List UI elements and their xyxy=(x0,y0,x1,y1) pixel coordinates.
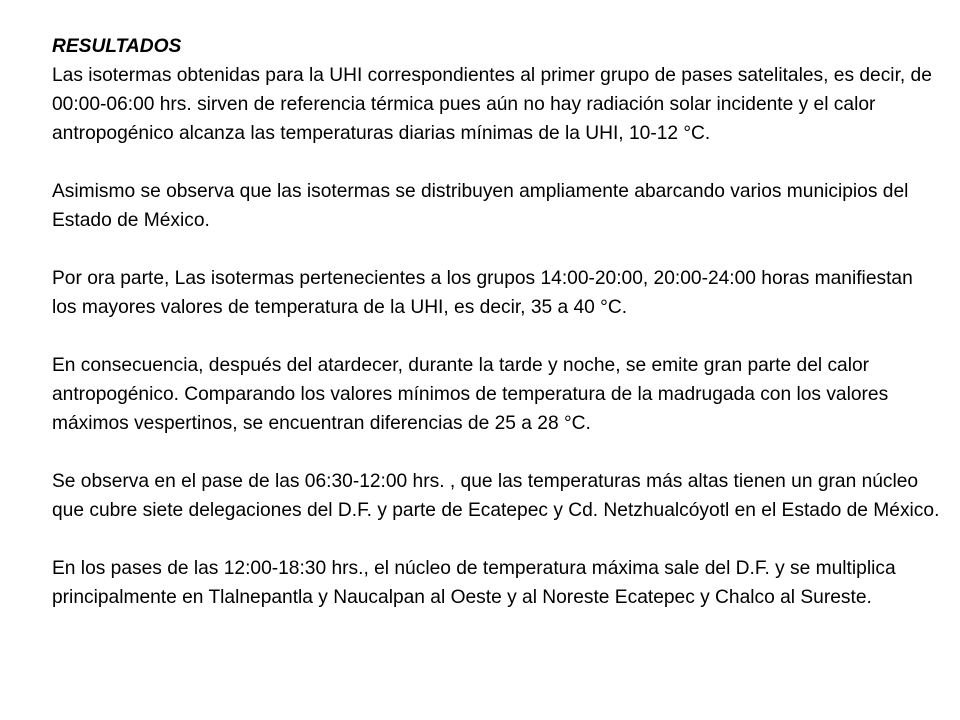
results-text-block xyxy=(52,32,942,612)
results-section xyxy=(52,32,942,148)
section-heading: RESULTADOS xyxy=(52,36,182,57)
paragraph-morning-pass: Se observa en el pase de las 06:30-12:00 hrs. , que las temperaturas más altas tienen un gran núcleo que cubre siete delegaciones del D.F. y parte de Ecatepec y Cd. Netzhualcóyotl en el Estado de México. xyxy=(52,471,940,521)
paragraph-max-values: Por ora parte, Las isotermas pertenecientes a los grupos 14:00-20:00, 20:00-24:00 horas manifiestan los mayores valores de temperatura de la UHI, es decir, 35 a 40 °C. xyxy=(52,268,913,318)
paragraph-uhi-isotherms: Las isotermas obtenidas para la UHI correspondientes al primer grupo de pases satelitales, es decir, de 00:00-06:00 hrs. sirven de referencia térmica pues aún no hay radiación solar incidente y el calor antropogénico alcanza las temperaturas diarias mínimas de la UHI, 10-12 °C. xyxy=(52,65,932,144)
paragraph-anthropogenic-heat: En consecuencia, después del atardecer, durante la tarde y noche, se emite gran parte del calor antropogénico. Comparando los valores mínimos de temperatura de la madrugada con los valores máximos vespertinos, se encuentran diferencias de 25 a 28 °C. xyxy=(52,355,889,434)
paragraph-distribution: Asimismo se observa que las isotermas se distribuyen ampliamente abarcando varios municipios del Estado de México. xyxy=(52,181,909,231)
paragraph-afternoon-pass: En los pases de las 12:00-18:30 hrs., el núcleo de temperatura máxima sale del D.F. y se multiplica principalmente en Tlalnepantla y Naucalpan al Oeste y al Noreste Ecatepec y Chalco al Sureste. xyxy=(52,558,896,608)
